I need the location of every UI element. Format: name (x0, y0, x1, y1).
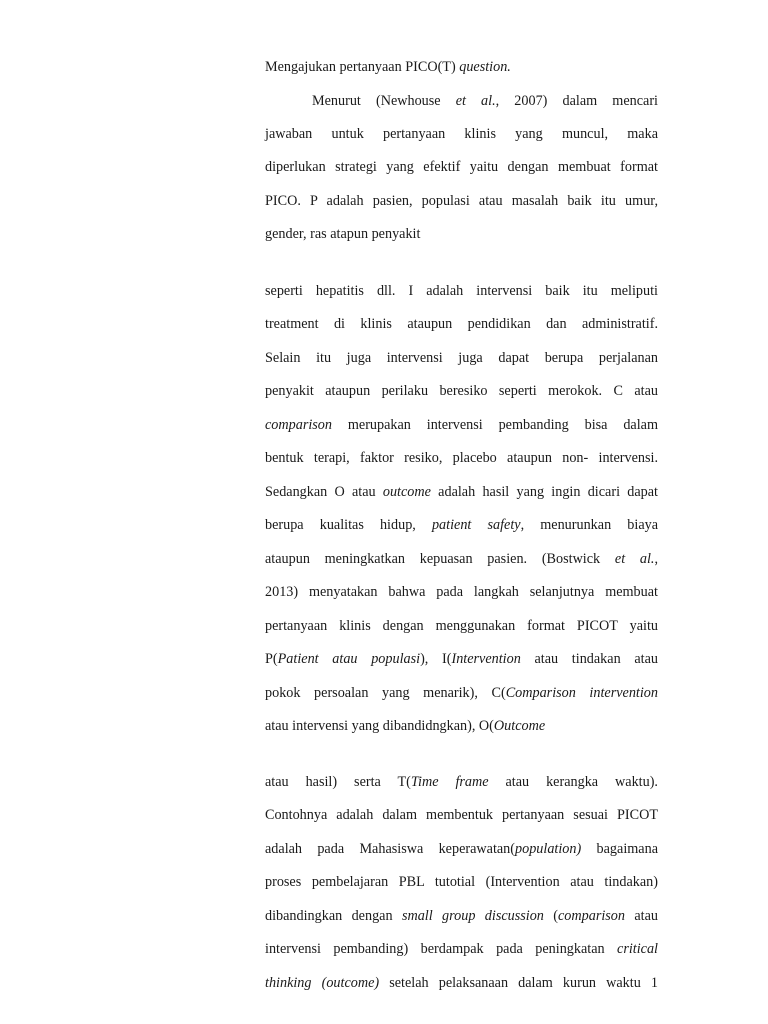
text-segment: Menurut (Newhouse (312, 93, 456, 109)
line-27 (265, 973, 658, 993)
text-segment: dibandingkan dengan (265, 908, 402, 924)
line-21 (265, 772, 658, 792)
line-5 (265, 191, 658, 211)
text-segment: adalah hasil yang ingin dicari dapat (430, 484, 658, 500)
line-17 (265, 616, 658, 636)
line-7 (265, 281, 658, 301)
text-segment: ( (543, 908, 558, 924)
text-segment: atau tindakan atau (520, 651, 658, 667)
text-segment: question. (459, 59, 511, 75)
line-19 (265, 683, 658, 703)
text-segment: atau kerangka waktu). (488, 774, 658, 790)
text-segment: Time frame (410, 774, 489, 790)
line-2 (312, 91, 658, 111)
text-segment: ), I( (420, 651, 452, 667)
text-segment: thinking (outcome) (265, 975, 380, 991)
text-segment: atau (625, 908, 658, 924)
line-14 (265, 515, 658, 535)
text-segment: seperti hepatitis dll. I adalah intervensi baik itu meliputi (265, 283, 658, 299)
text-segment: proses pembelajaran PBL tutotial (Intervention atau tindakan) (265, 874, 658, 890)
text-segment: comparison (558, 908, 625, 924)
line-8 (265, 314, 658, 334)
text-segment: Comparison intervention (505, 685, 658, 701)
line-18 (265, 649, 658, 669)
text-segment: Sedangkan O atau (265, 484, 383, 500)
line-22 (265, 805, 658, 825)
text-segment: berupa kualitas hidup, (265, 517, 432, 533)
text-segment: Mengajukan pertanyaan PICO(T) (265, 59, 460, 75)
text-segment: patient safety (431, 517, 521, 533)
line-20 (265, 716, 658, 736)
text-segment: , menurunkan biaya (520, 517, 659, 533)
line-15 (265, 549, 658, 569)
text-segment: gender, ras atapun penyakit (265, 226, 421, 242)
text-segment: Patient atau populasi (277, 651, 421, 667)
text-segment: outcome (382, 484, 431, 500)
text-segment: P( (265, 651, 278, 667)
text-segment: ataupun meningkatkan kepuasan pasien. (Bostwick (265, 551, 615, 567)
text-segment: diperlukan strategi yang efektif yaitu dengan membuat format (265, 159, 658, 175)
line-24 (265, 872, 658, 892)
line-1 (265, 57, 658, 77)
line-10 (265, 381, 658, 401)
text-segment: , 2007) dalam mencari (495, 93, 658, 109)
line-11 (265, 415, 658, 435)
text-segment: bentuk terapi, faktor resiko, placebo ataupun non- intervensi. (265, 450, 658, 466)
text-segment: Outcome (493, 718, 546, 734)
text-segment: Intervention (451, 651, 521, 667)
line-12 (265, 448, 658, 468)
text-segment: et al. (614, 551, 655, 567)
text-segment: comparison (265, 417, 332, 433)
text-segment: Selain itu juga intervensi juga dapat berupa perjalanan (265, 350, 658, 366)
text-segment: merupakan intervensi pembanding bisa dalam (332, 417, 658, 433)
text-segment: PICO. P adalah pasien, populasi atau masalah baik itu umur, (265, 193, 658, 209)
text-segment: atau intervensi yang dibandidngkan), O( (265, 718, 494, 734)
line-4 (265, 157, 658, 177)
line-6 (265, 224, 658, 244)
line-25 (265, 906, 658, 926)
text-segment: jawaban untuk pertanyaan klinis yang muncul, maka (265, 126, 658, 142)
line-26 (265, 939, 658, 959)
text-segment: population) (515, 841, 582, 857)
text-segment: et al. (455, 93, 496, 109)
text-segment: pokok persoalan yang menarik), C( (265, 685, 506, 701)
text-segment: bagaimana (581, 841, 658, 857)
text-segment: penyakit ataupun perilaku beresiko seperti merokok. C atau (265, 383, 658, 399)
text-segment: adalah pada Mahasiswa keperawatan( (265, 841, 515, 857)
text-segment: Contohnya adalah dalam membentuk pertanyaan sesuai PICOT (265, 807, 658, 823)
line-16 (265, 582, 658, 602)
text-segment: atau hasil) serta T( (265, 774, 411, 790)
line-23 (265, 839, 658, 859)
text-segment: pertanyaan klinis dengan menggunakan format PICOT yaitu (265, 618, 658, 634)
text-segment: critical (617, 941, 658, 957)
text-segment: 2013) menyatakan bahwa pada langkah selanjutnya membuat (265, 584, 658, 600)
text-segment: setelah pelaksanaan dalam kurun waktu 1 (379, 975, 658, 991)
line-3 (265, 124, 658, 144)
line-13 (265, 482, 658, 502)
text-segment: , (654, 551, 658, 567)
text-segment: intervensi pembanding) berdampak pada peningkatan (265, 941, 618, 957)
text-segment: small group discussion (401, 908, 544, 924)
text-segment: treatment di klinis ataupun pendidikan dan administratif. (265, 316, 658, 332)
line-9 (265, 348, 658, 368)
